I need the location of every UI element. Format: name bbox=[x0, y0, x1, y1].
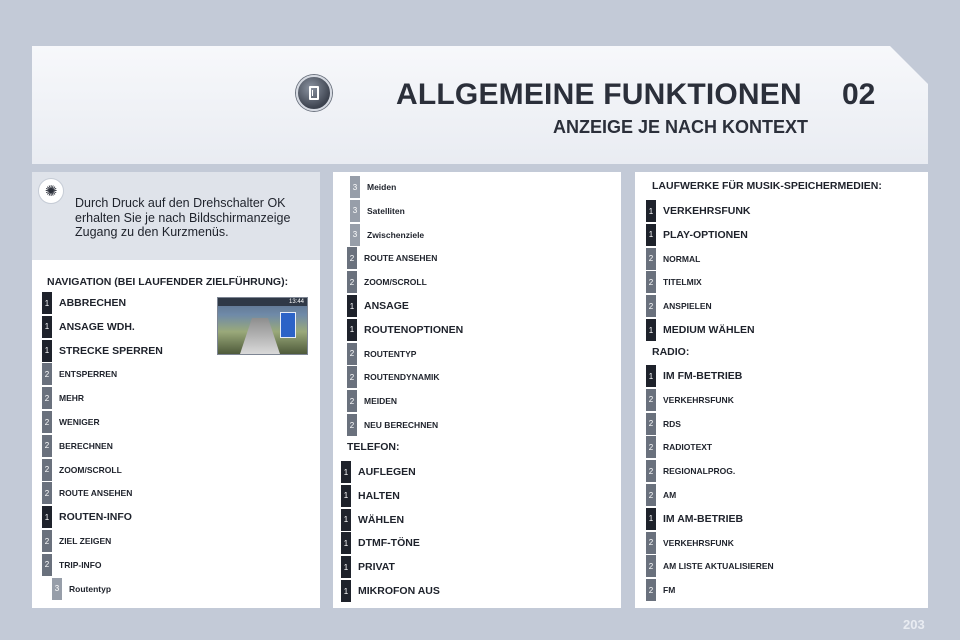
menu-item-label: WÄHLEN bbox=[358, 513, 405, 526]
menu-level-badge: 2 bbox=[646, 532, 656, 554]
menu-level-badge: 1 bbox=[341, 556, 351, 578]
menu-item bbox=[347, 295, 409, 317]
page-subtitle: ANZEIGE JE NACH KONTEXT bbox=[553, 117, 809, 137]
menu-item bbox=[646, 460, 735, 482]
menu-item bbox=[646, 389, 734, 411]
menu-item-label: NORMAL bbox=[663, 253, 701, 264]
menu-item bbox=[646, 295, 712, 317]
menu-item-label: FM bbox=[663, 585, 676, 596]
menu-item bbox=[347, 366, 440, 388]
menu-item bbox=[42, 292, 126, 314]
menu-item-label: PRIVAT bbox=[358, 561, 395, 574]
menu-item-label: IM FM-BETRIEB bbox=[663, 370, 743, 382]
menu-level-badge: 1 bbox=[347, 319, 357, 341]
navigation-heading: NAVIGATION (BEI LAUFENDER ZIELFÜHRUNG): bbox=[47, 276, 289, 288]
menu-item bbox=[347, 271, 427, 293]
menu-item-label: RDS bbox=[663, 418, 681, 429]
menu-item bbox=[646, 319, 755, 341]
menu-item-label: IM AM-BETRIEB bbox=[663, 512, 744, 525]
menu-item-label: AM LISTE AKTUALISIEREN bbox=[663, 561, 774, 572]
menu-level-badge: 2 bbox=[42, 459, 52, 481]
menu-item-label: REGIONALPROG. bbox=[663, 466, 736, 477]
phone-heading: TELEFON: bbox=[347, 441, 400, 453]
menu-level-badge: 1 bbox=[341, 461, 351, 483]
menu-item bbox=[646, 579, 675, 601]
menu-level-badge: 1 bbox=[646, 319, 656, 341]
menu-item-label: ABBRECHEN bbox=[59, 297, 127, 309]
menu-item bbox=[350, 200, 405, 222]
menu-item bbox=[646, 413, 681, 435]
menu-level-badge: 3 bbox=[350, 224, 360, 246]
menu-level-badge: 2 bbox=[646, 271, 656, 293]
menu-level-badge: 2 bbox=[646, 579, 656, 601]
menu-level-badge: 2 bbox=[646, 248, 656, 270]
menu-level-badge: 1 bbox=[42, 340, 52, 362]
menu-item-label: ENTSPERREN bbox=[59, 369, 118, 380]
menu-item-label: VERKEHRSFUNK bbox=[663, 537, 734, 548]
menu-item bbox=[42, 435, 113, 457]
menu-level-badge: 2 bbox=[646, 436, 656, 458]
menu-level-badge: 2 bbox=[347, 414, 357, 436]
menu-item bbox=[42, 363, 117, 385]
menu-item bbox=[42, 482, 132, 504]
menu-item bbox=[341, 509, 404, 531]
menu-item bbox=[646, 224, 748, 246]
menu-item-label: WENIGER bbox=[59, 417, 100, 427]
menu-level-badge: 2 bbox=[42, 387, 52, 409]
menu-item-label: ROUTENOPTIONEN bbox=[364, 323, 464, 336]
menu-item-label: ROUTENDYNAMIK bbox=[364, 372, 440, 383]
menu-item-label: ANSPIELEN bbox=[663, 301, 712, 312]
menu-item-label: Zwischenziele bbox=[367, 229, 425, 240]
menu-level-badge: 2 bbox=[646, 555, 656, 577]
menu-item bbox=[646, 484, 676, 506]
menu-level-badge: 2 bbox=[347, 247, 357, 269]
phone-book-icon bbox=[296, 75, 332, 111]
menu-item-label: MIKROFON AUS bbox=[358, 585, 440, 597]
menu-level-badge: 2 bbox=[347, 366, 357, 388]
menu-level-badge: 1 bbox=[646, 224, 656, 246]
menu-item-label: PLAY-OPTIONEN bbox=[663, 228, 748, 241]
menu-item-label: ZOOM/SCROLL bbox=[59, 464, 122, 475]
menu-item-label: Meiden bbox=[367, 182, 397, 192]
route-and-phone-panel bbox=[333, 172, 621, 608]
menu-level-badge: 1 bbox=[341, 580, 351, 602]
menu-item-label: TITELMIX bbox=[663, 277, 702, 288]
menu-level-badge: 1 bbox=[42, 316, 52, 338]
menu-item bbox=[42, 459, 122, 481]
menu-item bbox=[341, 485, 400, 507]
menu-level-badge: 2 bbox=[42, 530, 52, 552]
menu-level-badge: 2 bbox=[646, 484, 656, 506]
menu-item-label: ZOOM/SCROLL bbox=[364, 277, 427, 288]
menu-item-label: ROUTENTYP bbox=[364, 348, 417, 359]
menu-level-badge: 1 bbox=[42, 292, 52, 314]
menu-item-label: BERECHNEN bbox=[59, 440, 113, 451]
media-and-radio-panel bbox=[635, 172, 928, 608]
menu-item-label: AUFLEGEN bbox=[358, 466, 416, 478]
menu-item bbox=[347, 247, 437, 269]
chapter-number: 02 bbox=[842, 78, 876, 111]
menu-item bbox=[52, 578, 111, 600]
menu-level-badge: 2 bbox=[347, 271, 357, 293]
menu-item bbox=[42, 554, 102, 576]
menu-item bbox=[347, 414, 438, 436]
menu-item bbox=[646, 200, 751, 222]
menu-level-badge: 1 bbox=[646, 365, 656, 387]
menu-level-badge: 2 bbox=[42, 482, 52, 504]
menu-item bbox=[646, 508, 743, 530]
menu-item-label: RADIOTEXT bbox=[663, 442, 713, 453]
menu-level-badge: 2 bbox=[646, 460, 656, 482]
media-heading: LAUFWERKE FÜR MUSIK-SPEICHERMEDIEN: bbox=[652, 180, 882, 192]
menu-item bbox=[347, 390, 397, 412]
menu-item-label: Satelliten bbox=[367, 205, 405, 216]
menu-item bbox=[42, 316, 135, 338]
menu-item-label: VERKEHRSFUNK bbox=[663, 394, 734, 405]
menu-level-badge: 3 bbox=[52, 578, 62, 600]
menu-item-label: Routentyp bbox=[69, 583, 112, 594]
menu-item bbox=[646, 436, 712, 458]
menu-level-badge: 3 bbox=[350, 176, 360, 198]
menu-item-label: ANSAGE WDH. bbox=[59, 320, 135, 333]
menu-item bbox=[341, 532, 420, 554]
menu-level-badge: 1 bbox=[646, 508, 656, 530]
menu-item-label: STRECKE SPERREN bbox=[59, 344, 163, 357]
menu-level-badge: 2 bbox=[347, 390, 357, 412]
menu-item bbox=[341, 461, 416, 483]
tip-text: Durch Druck auf den Drehschalter OK erhalten Sie je nach Bildschirmanzeige Zugang zu den Kurzmenüs. bbox=[75, 196, 291, 239]
menu-item bbox=[341, 556, 395, 578]
menu-level-badge: 3 bbox=[350, 200, 360, 222]
menu-item bbox=[42, 387, 84, 409]
menu-item bbox=[646, 555, 774, 577]
menu-item-label: MEDIUM WÄHLEN bbox=[663, 324, 755, 336]
menu-item-label: ROUTE ANSEHEN bbox=[59, 488, 133, 499]
menu-item bbox=[350, 224, 424, 246]
radio-heading: RADIO: bbox=[652, 346, 690, 358]
menu-level-badge: 2 bbox=[347, 343, 357, 365]
menu-item bbox=[341, 580, 440, 602]
menu-level-badge: 1 bbox=[347, 295, 357, 317]
menu-item-label: ANSAGE bbox=[364, 300, 409, 312]
menu-item-label: ROUTEN-INFO bbox=[59, 511, 132, 524]
menu-level-badge: 2 bbox=[646, 413, 656, 435]
navigation-screen-thumbnail bbox=[217, 297, 308, 355]
menu-item bbox=[42, 506, 132, 528]
menu-item bbox=[350, 176, 396, 198]
tip-box bbox=[32, 172, 320, 260]
menu-item bbox=[646, 365, 742, 387]
menu-level-badge: 1 bbox=[341, 485, 351, 507]
menu-item bbox=[646, 532, 734, 554]
menu-item-label: HALTEN bbox=[358, 489, 400, 502]
menu-item bbox=[347, 343, 416, 365]
thumbnail-clock: 13:44 bbox=[288, 299, 304, 305]
menu-level-badge: 2 bbox=[42, 435, 52, 457]
menu-level-badge: 2 bbox=[42, 411, 52, 433]
menu-level-badge: 2 bbox=[42, 554, 52, 576]
menu-item-label: NEU BERECHNEN bbox=[364, 420, 439, 430]
menu-item-label: VERKEHRSFUNK bbox=[663, 205, 751, 217]
menu-level-badge: 2 bbox=[646, 295, 656, 317]
menu-item-label: MEIDEN bbox=[364, 396, 398, 407]
menu-level-badge: 1 bbox=[42, 506, 52, 528]
navigation-panel bbox=[32, 172, 320, 608]
menu-level-badge: 1 bbox=[341, 509, 351, 531]
menu-item bbox=[42, 530, 111, 552]
menu-item-label: TRIP-INFO bbox=[59, 559, 102, 570]
page-number: 203 bbox=[903, 617, 925, 632]
menu-level-badge: 1 bbox=[646, 200, 656, 222]
menu-item bbox=[347, 319, 463, 341]
page-title: ALLGEMEINE FUNKTIONEN bbox=[396, 78, 802, 111]
menu-item-label: ZIEL ZEIGEN bbox=[59, 536, 112, 546]
menu-item bbox=[42, 340, 163, 362]
menu-item bbox=[42, 411, 100, 433]
menu-level-badge: 2 bbox=[42, 363, 52, 385]
menu-item bbox=[646, 248, 700, 270]
sun-icon: ✺ bbox=[38, 178, 64, 204]
menu-item-label: MEHR bbox=[59, 393, 85, 404]
menu-level-badge: 2 bbox=[646, 389, 656, 411]
menu-item-label: DTMF-TÖNE bbox=[358, 537, 420, 550]
menu-item-label: AM bbox=[663, 490, 677, 500]
menu-level-badge: 1 bbox=[341, 532, 351, 554]
menu-item-label: ROUTE ANSEHEN bbox=[364, 253, 438, 264]
menu-item bbox=[646, 271, 702, 293]
